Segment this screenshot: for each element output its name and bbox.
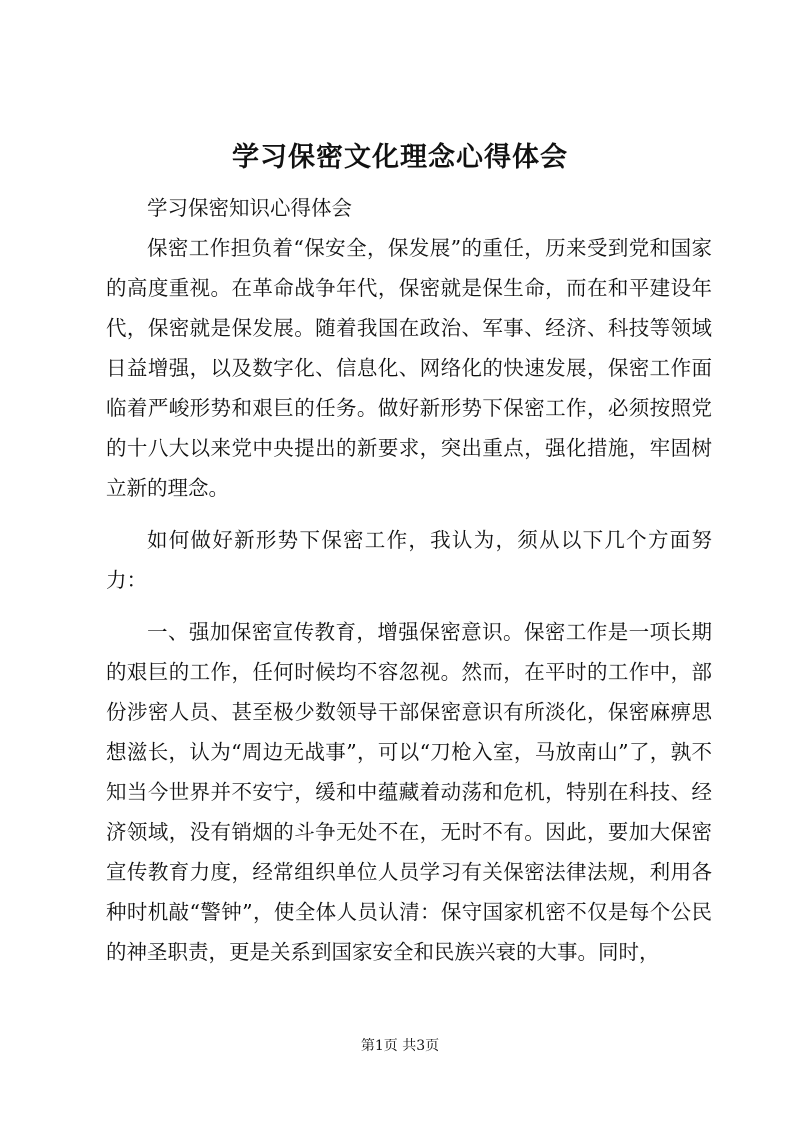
paragraph-point-one: 一、强加保密宣传教育，增强保密意识。保密工作是一项长期的艰巨的工作，任何时候均不容忽视。然而，在平时的工作中，部份涉密人员、甚至极少数领导干部保密意识有所淡化，保密麻痹思想滋长，认为“周边无战事”，可以“刀枪入室，马放南山”了，孰不知当今世界并不安宁，缓和中蕴藏着动荡和危机，特别在科技、经济领域，没有销烟的斗争无处不在，无时不有。因此，要加大保密宣传教育力度，经常组织单位人员学习有关保密法律法规，利用各种时机敲“警钟”，使全体人员认清：保守国家机密不仅是每个公民的神圣职责，更是关系到国家安全和民族兴衰的大事。同时，: [106, 620, 712, 964]
paragraph-intro: 保密工作担负着“保安全，保发展”的重任，历来受到党和国家的高度重视。在革命战争年代，保密就是保生命，而在和平建设年代，保密就是保发展。随着我国在政治、军事、经济、科技等领域日益增强，以及数字化、信息化、网络化的快速发展，保密工作面临着严峻形势和艰巨的任务。做好新形势下保密工作，必须按照党的十八大以来党中央提出的新要求，突出重点，强化措施，牢固树立新的理念。: [106, 236, 712, 500]
document-title: 学习保密文化理念心得体会: [232, 142, 568, 173]
document-body: [106, 188, 712, 972]
page-footer: 第1页 共3页: [360, 1038, 440, 1054]
document-subtitle: 学习保密知识心得体会: [147, 196, 352, 220]
paragraph-question: 如何做好新形势下保密工作，我认为，须从以下几个方面努力：: [106, 528, 712, 592]
